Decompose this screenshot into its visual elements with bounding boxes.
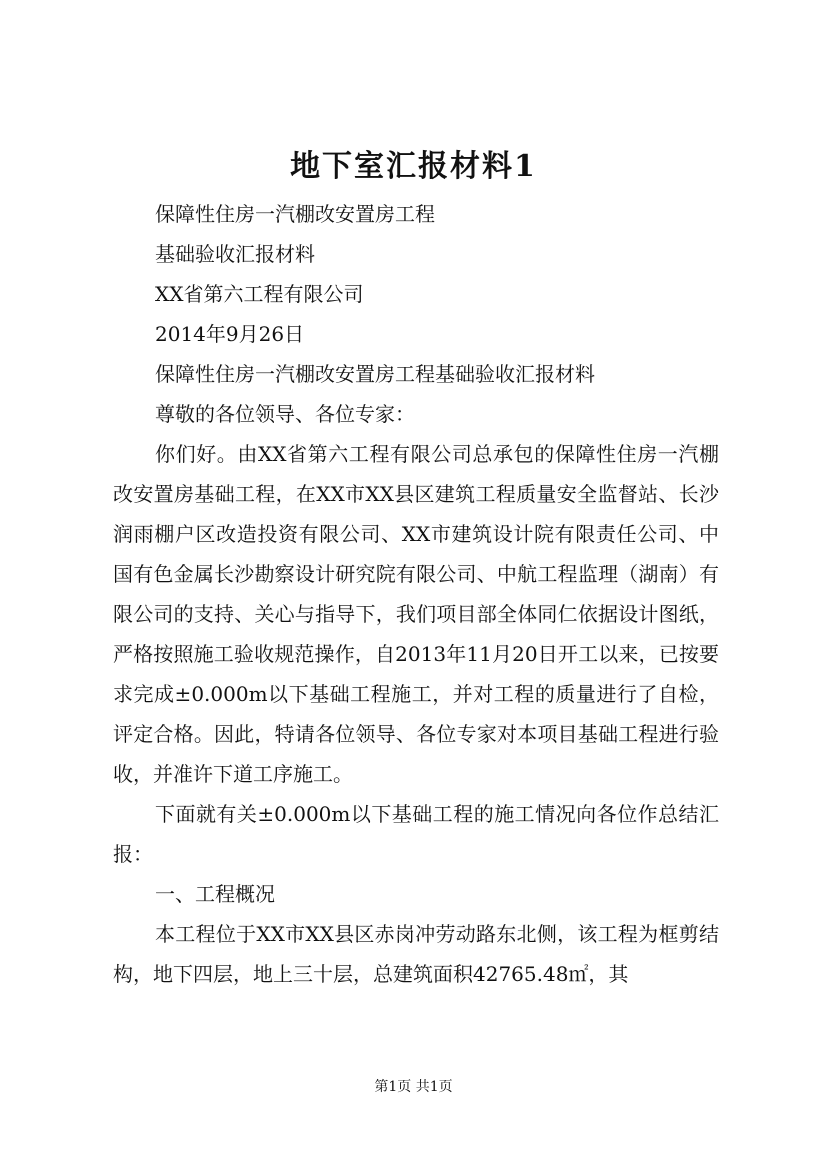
page-footer: 第1页 共1页 bbox=[374, 1079, 453, 1095]
report-heading-line: 保障性住房一汽棚改安置房工程基础验收汇报材料 bbox=[155, 362, 595, 386]
summary-intro-paragraph: 下面就有关±0.000m以下基础工程的施工情况向各位作总结汇报： bbox=[113, 802, 719, 866]
company-line: XX省第六工程有限公司 bbox=[155, 282, 364, 306]
project-name-line: 保障性住房一汽棚改安置房工程 bbox=[155, 202, 435, 226]
report-type-line: 基础验收汇报材料 bbox=[155, 242, 315, 266]
project-overview-paragraph: 本工程位于XX市XX县区赤岗冲劳动路东北侧，该工程为框剪结构，地下四层，地上三十层，总建筑面积42765.48㎡，其 bbox=[113, 922, 719, 986]
document-body bbox=[113, 194, 719, 994]
section-heading: 一、工程概况 bbox=[155, 882, 275, 906]
document-title: 地下室汇报材料1 bbox=[290, 149, 537, 184]
salutation-line: 尊敬的各位领导、各位专家： bbox=[155, 402, 415, 426]
intro-paragraph: 你们好。由XX省第六工程有限公司总承包的保障性住房一汽棚改安置房基础工程，在XX市XX县区建筑工程质量安全监督站、长沙润雨棚户区改造投资有限公司、XX市建筑设计院有限责任公司、中国有色金属长沙勘察设计研究院有限公司、中航工程监理（湖南）有限公司的支持、关心与指导下，我们项目部全体同仁依据设计图纸，严格按照施工验收规范操作，自2013年11月20日开工以来，已按要求完成±0.000m以下基础工程施工，并对工程的质量进行了自检，评定合格。因此，特请各位领导、各位专家对本项目基础工程进行验收，并准许下道工序施工。 bbox=[113, 442, 719, 786]
date-line: 2014年9月26日 bbox=[155, 322, 305, 346]
